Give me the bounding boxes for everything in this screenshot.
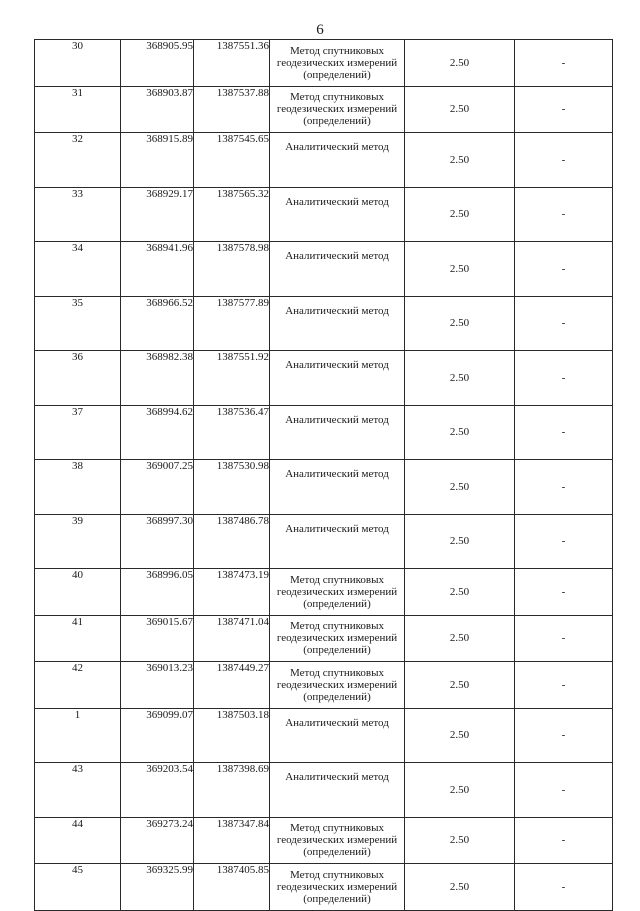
description-cell: -: [515, 514, 613, 569]
method-cell: Аналитический метод: [270, 514, 405, 569]
y-coordinate-cell: 1387536.47: [194, 405, 270, 460]
table-row: [35, 817, 613, 864]
y-coordinate-cell: 1387551.92: [194, 351, 270, 406]
table-row: [35, 864, 613, 911]
x-coordinate-cell: 369325.99: [121, 864, 194, 911]
accuracy-cell: 2.50: [405, 133, 515, 188]
description-cell: -: [515, 133, 613, 188]
table-row: [35, 296, 613, 351]
y-coordinate-cell: 1387347.84: [194, 817, 270, 864]
x-coordinate-cell: 369015.67: [121, 615, 194, 662]
table-row: [35, 187, 613, 242]
y-coordinate-cell: 1387473.19: [194, 569, 270, 616]
accuracy-cell: 2.50: [405, 40, 515, 87]
x-coordinate-cell: 368996.05: [121, 569, 194, 616]
y-coordinate-cell: 1387405.85: [194, 864, 270, 911]
coordinates-table-body: [35, 40, 613, 911]
x-coordinate-cell: 369273.24: [121, 817, 194, 864]
accuracy-cell: 2.50: [405, 351, 515, 406]
accuracy-cell: 2.50: [405, 864, 515, 911]
x-coordinate-cell: 368941.96: [121, 242, 194, 297]
method-cell: Аналитический метод: [270, 351, 405, 406]
accuracy-cell: 2.50: [405, 296, 515, 351]
point-number-cell: 36: [35, 351, 121, 406]
accuracy-cell: 2.50: [405, 708, 515, 763]
accuracy-cell: 2.50: [405, 763, 515, 818]
x-coordinate-cell: 369007.25: [121, 460, 194, 515]
x-coordinate-cell: 369013.23: [121, 662, 194, 709]
accuracy-cell: 2.50: [405, 817, 515, 864]
accuracy-cell: 2.50: [405, 569, 515, 616]
point-number-cell: 44: [35, 817, 121, 864]
point-number-cell: 40: [35, 569, 121, 616]
x-coordinate-cell: 368997.30: [121, 514, 194, 569]
coordinates-table: [34, 39, 613, 911]
method-cell: Метод спутниковых геодезических измерений (определений): [270, 864, 405, 911]
x-coordinate-cell: 368929.17: [121, 187, 194, 242]
method-cell: Аналитический метод: [270, 296, 405, 351]
y-coordinate-cell: 1387551.36: [194, 40, 270, 87]
method-cell: Аналитический метод: [270, 133, 405, 188]
table-row: [35, 86, 613, 133]
x-coordinate-cell: 368905.95: [121, 40, 194, 87]
table-row: [35, 351, 613, 406]
point-number-cell: 41: [35, 615, 121, 662]
x-coordinate-cell: 368915.89: [121, 133, 194, 188]
point-number-cell: 35: [35, 296, 121, 351]
point-number-cell: 43: [35, 763, 121, 818]
point-number-cell: 33: [35, 187, 121, 242]
y-coordinate-cell: 1387545.65: [194, 133, 270, 188]
method-cell: Метод спутниковых геодезических измерений (определений): [270, 817, 405, 864]
method-cell: Аналитический метод: [270, 242, 405, 297]
x-coordinate-cell: 368982.38: [121, 351, 194, 406]
method-cell: Метод спутниковых геодезических измерений (определений): [270, 662, 405, 709]
point-number-cell: 32: [35, 133, 121, 188]
y-coordinate-cell: 1387471.04: [194, 615, 270, 662]
point-number-cell: 31: [35, 86, 121, 133]
point-number-cell: 45: [35, 864, 121, 911]
table-row: [35, 708, 613, 763]
point-number-cell: 34: [35, 242, 121, 297]
method-cell: Метод спутниковых геодезических измерений (определений): [270, 86, 405, 133]
table-row: [35, 569, 613, 616]
description-cell: -: [515, 296, 613, 351]
point-number-cell: 1: [35, 708, 121, 763]
point-number-cell: 39: [35, 514, 121, 569]
description-cell: -: [515, 763, 613, 818]
description-cell: -: [515, 86, 613, 133]
method-cell: Аналитический метод: [270, 708, 405, 763]
description-cell: -: [515, 351, 613, 406]
accuracy-cell: 2.50: [405, 242, 515, 297]
method-cell: Метод спутниковых геодезических измерений (определений): [270, 569, 405, 616]
table-row: [35, 662, 613, 709]
table-row: [35, 763, 613, 818]
accuracy-cell: 2.50: [405, 460, 515, 515]
description-cell: -: [515, 817, 613, 864]
description-cell: -: [515, 662, 613, 709]
x-coordinate-cell: 368966.52: [121, 296, 194, 351]
description-cell: -: [515, 864, 613, 911]
x-coordinate-cell: 369203.54: [121, 763, 194, 818]
description-cell: -: [515, 460, 613, 515]
accuracy-cell: 2.50: [405, 615, 515, 662]
description-cell: -: [515, 405, 613, 460]
accuracy-cell: 2.50: [405, 662, 515, 709]
method-cell: Аналитический метод: [270, 405, 405, 460]
method-cell: Аналитический метод: [270, 187, 405, 242]
description-cell: -: [515, 569, 613, 616]
accuracy-cell: 2.50: [405, 405, 515, 460]
method-cell: Метод спутниковых геодезических измерений (определений): [270, 40, 405, 87]
description-cell: -: [515, 708, 613, 763]
description-cell: -: [515, 40, 613, 87]
table-row: [35, 133, 613, 188]
y-coordinate-cell: 1387578.98: [194, 242, 270, 297]
x-coordinate-cell: 368994.62: [121, 405, 194, 460]
y-coordinate-cell: 1387530.98: [194, 460, 270, 515]
table-row: [35, 242, 613, 297]
table-row: [35, 40, 613, 87]
y-coordinate-cell: 1387565.32: [194, 187, 270, 242]
description-cell: -: [515, 187, 613, 242]
method-cell: Метод спутниковых геодезических измерений (определений): [270, 615, 405, 662]
accuracy-cell: 2.50: [405, 187, 515, 242]
y-coordinate-cell: 1387486.78: [194, 514, 270, 569]
point-number-cell: 30: [35, 40, 121, 87]
page-number: 6: [316, 22, 324, 38]
y-coordinate-cell: 1387449.27: [194, 662, 270, 709]
table-row: [35, 615, 613, 662]
point-number-cell: 42: [35, 662, 121, 709]
accuracy-cell: 2.50: [405, 514, 515, 569]
x-coordinate-cell: 369099.07: [121, 708, 194, 763]
accuracy-cell: 2.50: [405, 86, 515, 133]
y-coordinate-cell: 1387577.89: [194, 296, 270, 351]
y-coordinate-cell: 1387537.88: [194, 86, 270, 133]
x-coordinate-cell: 368903.87: [121, 86, 194, 133]
table-row: [35, 514, 613, 569]
description-cell: -: [515, 242, 613, 297]
point-number-cell: 37: [35, 405, 121, 460]
y-coordinate-cell: 1387503.18: [194, 708, 270, 763]
method-cell: Аналитический метод: [270, 763, 405, 818]
y-coordinate-cell: 1387398.69: [194, 763, 270, 818]
method-cell: Аналитический метод: [270, 460, 405, 515]
table-row: [35, 405, 613, 460]
description-cell: -: [515, 615, 613, 662]
table-row: [35, 460, 613, 515]
point-number-cell: 38: [35, 460, 121, 515]
